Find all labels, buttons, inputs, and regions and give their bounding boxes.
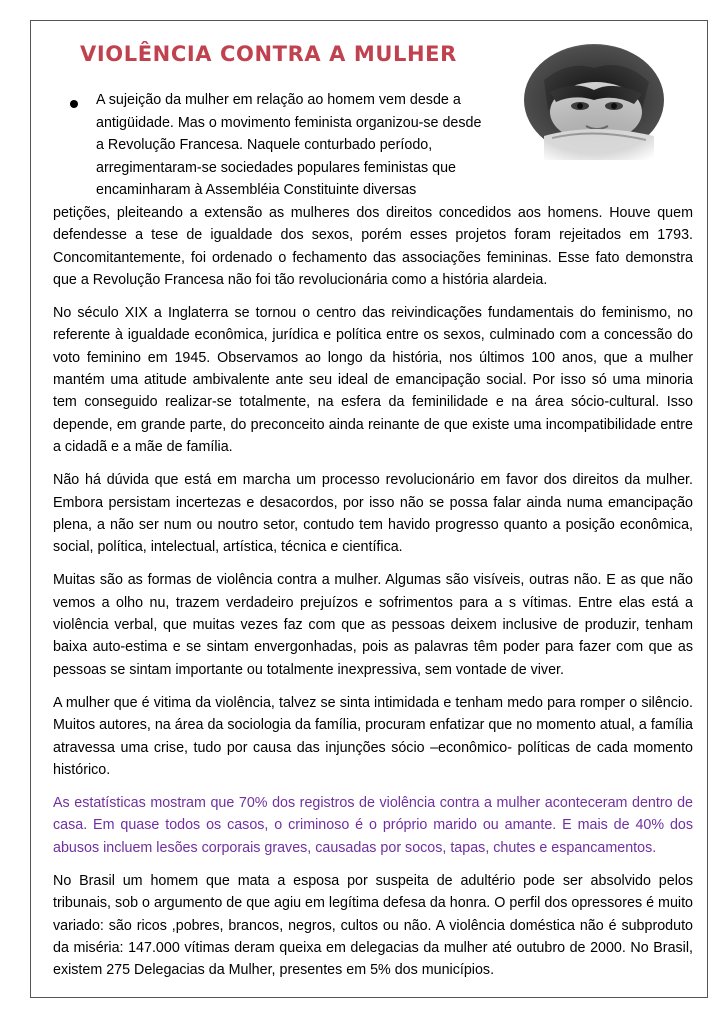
paragraph: A mulher que é vitima da violência, talvez se sinta intimidada e tenham medo para romper o silêncio. Muitos autores, na área da sociologia da família, procuram enfatizar que no momento atual, a família atravessa uma crise, tudo por causa das injunções sócio –econômico- políticas de cada momento histórico.: [53, 694, 693, 778]
intro-paragraph: A sujeição da mulher em relação ao homem vem desde a antigüidade. Mas o movimento feminista organizou-se desde a Revolução Francesa. Naquele conturbado período, arregimentaram-se sociedades populares feministas que encaminharam à Assembléia Constituinte diversas: [96, 92, 482, 198]
paragraph: No século XIX a Inglaterra se tornou o centro das reivindicações fundamentais do feminismo, no referente à igualdade econômica, jurídica e política entre os sexos, culminado com a concessão do voto feminino em 1945. Observamos ao longo da história, nos últimos 100 anos, que a mulher mantém uma atitude ambivalente ante seu ideal de emancipação social. Por isso só uma minoria tem conseguido realizar-se totalmente, na esfera da feminilidade e na área sócio-cultural. Isso depende, em grande parte, do preconceito ainda reinante de que existe uma incompatibilidade entre a cidadã e a mãe de família.: [53, 305, 693, 455]
paragraph: Muitas são as formas de violência contra a mulher. Algumas são visíveis, outras não. E as que não vemos a olho nu, trazem verdadeiro prejuízos e sofrimentos para a s vítimas. Entre elas está a violência verbal, que muitas vezes faz com que as pessoas deixem inclusive de produzir, tenham baixa auto-estima e se sintam envergonhadas, pois as palavras têm poder para fazer com que as pessoas se sintam importante ou totalmente inexpressiva, sem vontade de viver.: [53, 572, 693, 678]
bullet-icon: [70, 100, 78, 108]
article-body: [53, 202, 693, 993]
page-title: VIOLÊNCIA CONTRA A MULHER: [80, 42, 457, 66]
woman-portrait-photo: [514, 40, 676, 160]
paragraph: No Brasil um homem que mata a esposa por suspeita de adultério pode ser absolvido pelos tribunais, sob o argumento de que agiu em legítima defesa da honra. O perfil dos opressores é muito variado: são ricos ,pobres, brancos, negros, cultos ou não. A violência doméstica não é subproduto da miséria: 147.000 vítimas deram queixa em delegacias da mulher até outubro de 2000. No Brasil, existem 275 Delegacias da Mulher, presentes em 5% dos municípios.: [53, 873, 693, 979]
paragraph: petições, pleiteando a extensão as mulheres dos direitos concedidos aos homens. Houve quem defendesse a tese de igualdade dos sexos, porém esses projetos foram rejeitados em 1793. Concomitantemente, foi ordenado o fechamento das associações femininas. Esse fato demonstra que a Revolução Francesa não foi tão revolucionária como a história alardeia.: [53, 205, 693, 288]
paragraph: Não há dúvida que está em marcha um processo revolucionário em favor dos direitos da mulher. Embora persistam incertezas e desacordos, por isso não se possa falar ainda numa emancipação plena, a não ser num ou noutro setor, contudo tem havido progresso quanto a posição econômica, social, política, intelectual, artística, técnica e científica.: [53, 472, 693, 556]
statistics-paragraph: As estatísticas mostram que 70% dos registros de violência contra a mulher aconteceram dentro de casa. Em quase todos os casos, o criminoso é o próprio marido ou amante. E mais de 40% dos abusos incluem lesões corporais graves, causadas por socos, tapas, chutes e espancamentos.: [53, 795, 693, 856]
